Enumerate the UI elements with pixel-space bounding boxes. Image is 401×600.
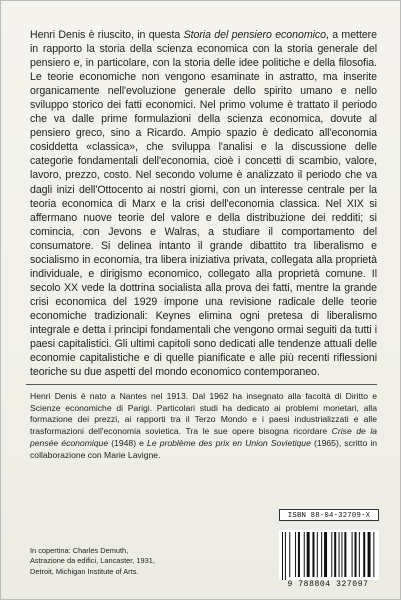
barcode-bar (355, 532, 357, 577)
barcode-bar (295, 532, 296, 577)
barcode-bar (352, 532, 353, 577)
barcode-bar (282, 532, 283, 580)
credit-line-3: Detroit, Michigan Institute of Arts. (30, 566, 139, 576)
cover-credit (30, 546, 155, 577)
book-title: Storia del pensiero economico (183, 29, 326, 41)
credit-line-1: In copertina: Charles Demuth, (30, 546, 129, 555)
bio-text-middle: (1948) e (108, 437, 148, 448)
barcode-bar (304, 532, 305, 577)
bio-text-start: Henri Denis è nato a Nantes nel 1913. Dal 1962 ha insegnato alla facoltà di Diritto e Scienze economiche di Parigi. Particolari studi ha dedicato ai problemi monetari, alla formazione dei prezzi, ai rapporti tra il Terzo Mondo e i paesi industrializzati e alle trasformazioni dell'economia sovietica. Tra le sue opere bisogna ricordare (30, 391, 377, 437)
blurb-text-body: , a mettere in rapporto la storia della scienza economica con la storia generale del pensiero e, in particolare, con la storia delle idee politiche e della filosofia. Le teorie economiche non vengono esaminate in astratto, ma inserite organicamente nell'evoluzione generale dello spirito umano e nello sviluppo storico dei fatti economici. Nel primo volume è trattato il periodo che va dalle prime formulazioni della scienza economica, dovute al pensiero greco, sino a Ricardo. Ampio spazio è dedicato all'economia cosiddetta «classica», che sviluppa l'analisi e la discussione delle categorie fondamentali dell'economia, cioè i concetti di scambio, valore, lavoro, prezzo, costo. Nel secondo volume è analizzato il periodo che va dagli inizi dell'Ottocento ai nostri giorni, con un interesse centrale per la teoria economica di Marx e la crisi dell'economia classica. Nel XIX si affermano nuove teorie del valore e della distribuzione dei redditi; si comincia, con Jevons e Walras, a studiare il comportamento del consumatore. Si delinea intanto il grande dibattito tra liberalismo e socialismo in economia, tra libera iniziativa privata, collegata alla proprietà individuale, e dirigismo economico, collegato alla proprietà comune. Il secolo XX vede la dottrina socialista alla prova dei fatti, mentre la grande crisi economica del 1929 impone una revisione radicale delle teorie economiche tradizionali: Keynes elimina ogni pretesa di liberalismo integrale e detta i principi fondamentali che vengono ormai seguiti da tutti i paesi capitalistici. Gli ultimi capitoli sono dedicati alle tendenze attuali delle economie capitalistiche e di quelle pianificate e alle più recenti riflessioni teoriche su due aspetti del mondo economico contemporaneo. (30, 29, 378, 379)
author-bio (30, 391, 377, 461)
barcode-bar (324, 532, 327, 577)
barcode-bar (285, 532, 286, 580)
barcode-bar (321, 532, 322, 577)
credit-line-2: Astrazione da edifici, Lancaster, 1931, (30, 556, 155, 566)
barcode-bar (363, 532, 365, 577)
barcode-bar (307, 532, 310, 577)
barcode-bar (312, 532, 314, 577)
barcode-bar (359, 532, 360, 577)
bio-text-end: (1965), scritto in collaborazione con Marie Lavigne. (30, 437, 378, 460)
barcode-number: 9 788804 327097 (287, 580, 369, 589)
work-title-2: Le problème des prix en Union Sovietique (147, 437, 311, 448)
barcode-bar (298, 532, 300, 577)
blurb-text-start: Henri Denis è riuscito, in questa (30, 29, 184, 41)
blurb-paragraph (30, 28, 377, 379)
barcode-bar (334, 532, 336, 577)
barcode-bar (344, 532, 346, 577)
barcode-bar (317, 532, 318, 577)
barcode-icon (279, 530, 379, 580)
barcode-bar (368, 532, 371, 577)
barcode-bar (341, 532, 342, 577)
barcode (279, 530, 379, 580)
section-divider (26, 384, 377, 385)
barcode-bar (339, 532, 340, 577)
barcode-bar (289, 532, 290, 577)
barcode-bar (373, 532, 374, 577)
isbn-label: ISBN 88-04-32709-X (279, 509, 379, 521)
barcode-bar (331, 532, 332, 577)
work-title-1: Crise de la pensée économique (30, 426, 378, 448)
